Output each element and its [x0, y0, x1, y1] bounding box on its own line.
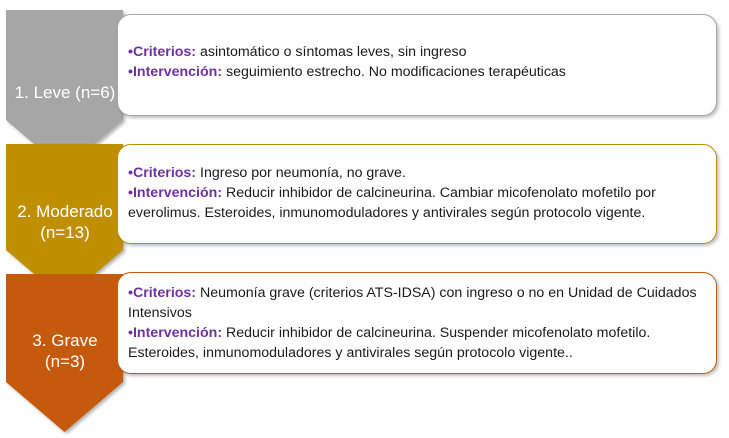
- intervencion-key: Intervención:: [132, 325, 223, 341]
- intervencion-text: Reducir inhibidor de calcineurina. Suspender micofenolato mofetilo. Esteroides, inmunomoduladores y antivirales según protocolo vigente..: [128, 325, 651, 361]
- intervencion-key: Intervención:: [132, 64, 223, 80]
- grave-card: [117, 272, 717, 374]
- leve-label: [5, 82, 125, 103]
- bullet-icon: •: [128, 44, 133, 60]
- intervencion-text: Reducir inhibidor de calcineurina. Cambiar micofenolato mofetilo por everolimus. Esteroides, inmunomoduladores y antivirales según protocolo vigente.: [128, 185, 656, 221]
- grave-label-line1: 3. Grave: [32, 331, 98, 350]
- criterios-text: Neumonía grave (criterios ATS-IDSA) con ingreso o no en Unidad de Cuidados Intensivos: [128, 285, 697, 321]
- moderado-label: [5, 201, 125, 243]
- moderado-label-line1: 2. Moderado: [17, 202, 113, 221]
- leve-card: [117, 14, 717, 116]
- moderado-label-line2: (n=13): [40, 223, 90, 242]
- intervencion-key: Intervención:: [132, 185, 223, 201]
- criterios-text: asintomático o síntomas leves, sin ingreso: [200, 44, 467, 60]
- intervencion-text: seguimiento estrecho. No modificaciones terapéuticas: [226, 64, 566, 80]
- bullet-icon: •: [128, 185, 133, 201]
- grave-intervencion: [128, 323, 702, 363]
- criterios-key: Criterios:: [132, 44, 197, 60]
- criterios-key: Criterios:: [132, 285, 197, 301]
- leve-criterios: [128, 42, 702, 62]
- grave-criterios: [128, 283, 702, 323]
- moderado-intervencion: [128, 183, 702, 223]
- moderado-card: [117, 144, 717, 244]
- leve-intervencion: [128, 62, 702, 82]
- criterios-text: Ingreso por neumonía, no grave.: [200, 165, 406, 181]
- moderado-criterios: [128, 163, 702, 183]
- bullet-icon: •: [128, 64, 133, 80]
- bullet-icon: •: [128, 325, 133, 341]
- leve-label-line1: 1. Leve (n=6): [14, 83, 116, 102]
- bullet-icon: •: [128, 285, 133, 301]
- grave-label: [5, 330, 125, 372]
- criterios-key: Criterios:: [132, 165, 197, 181]
- grave-label-line2: (n=3): [44, 352, 86, 371]
- bullet-icon: •: [128, 165, 133, 181]
